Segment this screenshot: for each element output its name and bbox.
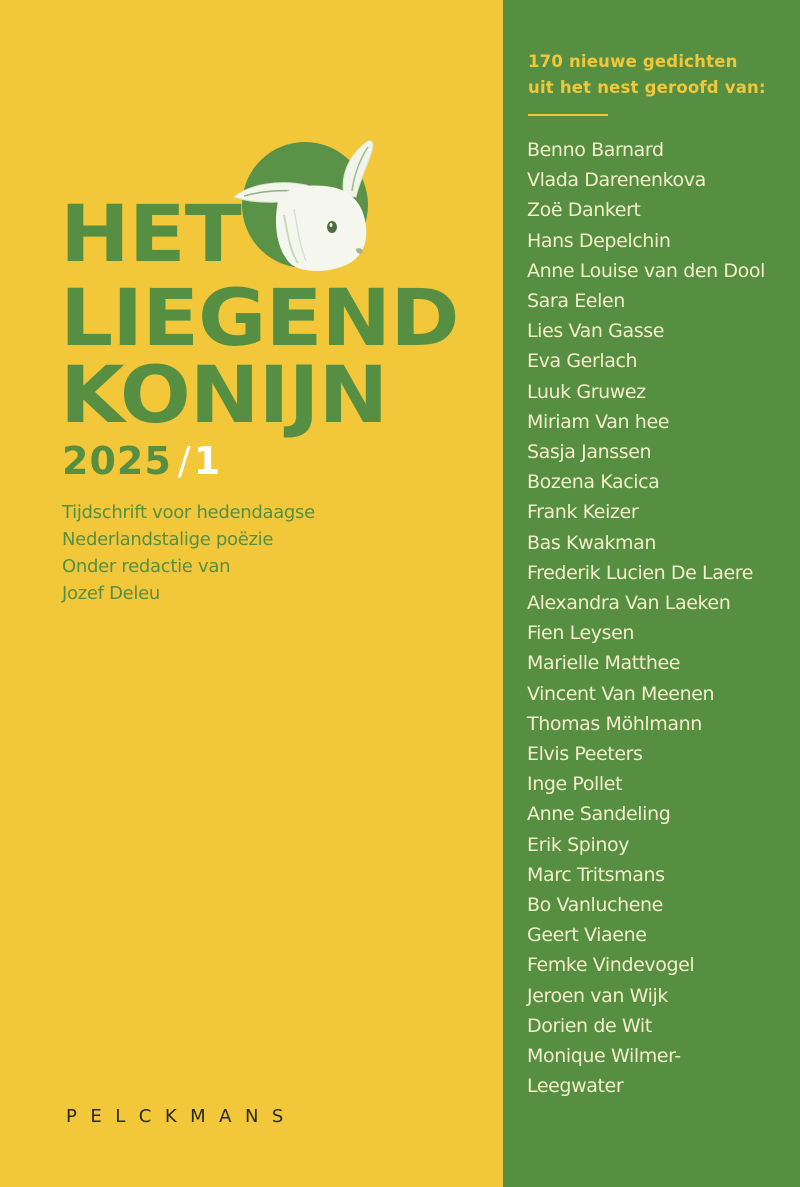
subtitle-line: Onder redactie van bbox=[62, 556, 231, 577]
author-item: Hans Depelchin bbox=[527, 229, 671, 252]
author-item: Femke Vindevogel bbox=[527, 954, 695, 977]
subtitle-line: Tijdschrift voor hedendaagse bbox=[62, 502, 315, 523]
author-item: Luuk Gruwez bbox=[527, 380, 646, 403]
issue-separator: / bbox=[177, 439, 192, 483]
divider bbox=[528, 114, 608, 116]
author-item: Vlada Darenenkova bbox=[527, 169, 706, 192]
author-list bbox=[527, 135, 765, 1102]
title-line-3: KONIJN bbox=[60, 351, 388, 441]
author-item: Anne Louise van den Dool bbox=[527, 259, 765, 282]
title-line-1: HET bbox=[60, 190, 241, 280]
author-item: Frank Keizer bbox=[527, 501, 639, 524]
issue-year: 2025 bbox=[62, 439, 172, 483]
author-item: Frederik Lucien De Laere bbox=[527, 561, 754, 584]
tagline-line: 170 nieuwe gedichten bbox=[528, 52, 738, 71]
tagline bbox=[528, 49, 766, 101]
author-item: Eva Gerlach bbox=[527, 350, 638, 373]
author-item: Bo Vanluchene bbox=[527, 894, 663, 917]
author-item: Marc Tritsmans bbox=[527, 863, 665, 886]
author-item: Inge Pollet bbox=[527, 773, 623, 796]
author-item: Geert Viaene bbox=[527, 924, 647, 947]
author-item: Sara Eelen bbox=[527, 290, 625, 313]
issue-volume: 1 bbox=[193, 439, 222, 483]
author-item: Bozena Kacica bbox=[527, 471, 660, 494]
tagline-line: uit het nest geroofd van: bbox=[528, 78, 766, 97]
author-item: Elvis Peeters bbox=[527, 743, 643, 766]
author-item: Alexandra Van Laeken bbox=[527, 592, 731, 615]
subtitle-line: Nederlandstalige poëzie bbox=[62, 529, 274, 550]
title-line-2: LIEGEND bbox=[60, 274, 459, 364]
author-item: Leegwater bbox=[527, 1075, 624, 1098]
author-item: Sasja Janssen bbox=[527, 441, 652, 464]
author-item: Dorien de Wit bbox=[527, 1014, 652, 1037]
issue-number bbox=[62, 439, 222, 483]
author-item: Thomas Möhlmann bbox=[527, 712, 702, 735]
author-item: Fien Leysen bbox=[527, 622, 635, 645]
author-item: Zoë Dankert bbox=[527, 199, 641, 222]
publisher-logo: PELCKMANS bbox=[66, 1106, 297, 1127]
rabbit-head-icon bbox=[228, 135, 388, 275]
subtitle bbox=[62, 499, 315, 607]
author-item: Bas Kwakman bbox=[527, 531, 657, 554]
author-item: Anne Sandeling bbox=[527, 803, 671, 826]
author-item: Benno Barnard bbox=[527, 139, 664, 161]
author-item: Lies Van Gasse bbox=[527, 320, 664, 343]
author-item: Erik Spinoy bbox=[527, 833, 630, 856]
author-item: Marielle Matthee bbox=[527, 652, 681, 675]
author-item: Vincent Van Meenen bbox=[527, 682, 715, 705]
editor-name: Jozef Deleu bbox=[62, 583, 161, 604]
author-item: Jeroen van Wijk bbox=[527, 984, 668, 1007]
author-item: Monique Wilmer- bbox=[527, 1045, 681, 1068]
author-item: Miriam Van hee bbox=[527, 410, 670, 433]
